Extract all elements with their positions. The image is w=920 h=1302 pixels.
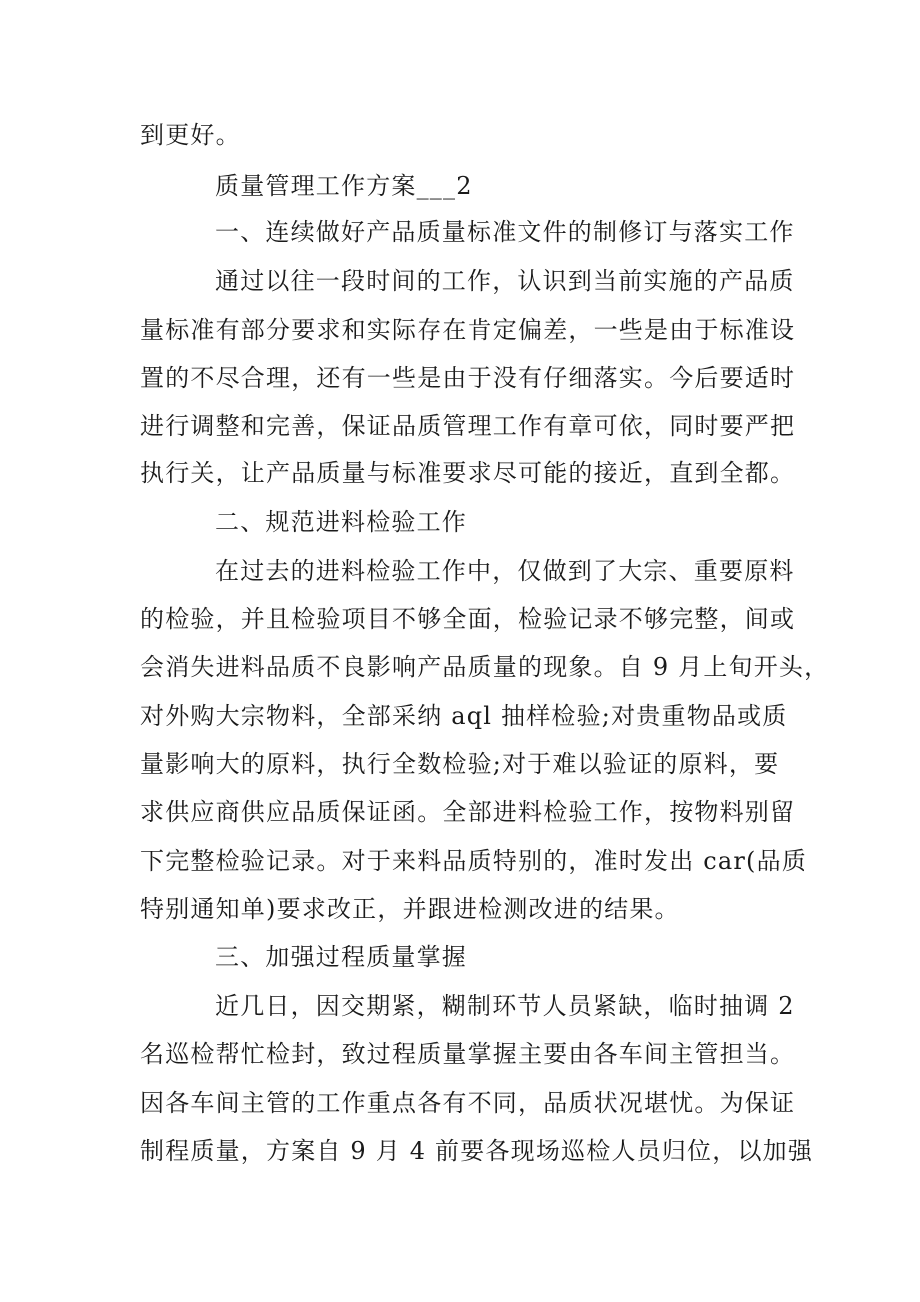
text-line: 求供应商供应品质保证函。全部进料检验工作，按物料别留: [140, 798, 796, 826]
text-line: 下完整检验记录。对于来料品质特别的，准时发出 car(品质: [140, 847, 808, 875]
text-line: 近几日，因交期紧，糊制环节人员紧缺，临时抽调 2: [215, 992, 795, 1020]
text-line: 在过去的进料检验工作中，仅做到了大宗、重要原料: [215, 557, 795, 585]
heading: 三、加强过程质量掌握: [215, 943, 467, 971]
text-line: 的检验，并且检验项目不够全面，检验记录不够完整，间或: [140, 605, 796, 633]
heading: 二、规范进料检验工作: [215, 508, 467, 536]
text-line: 对外购大宗物料，全部采纳 aql 抽样检验;对贵重物品或质: [140, 702, 788, 730]
text-line: 特别通知单)要求改正，并跟进检测改进的结果。: [140, 895, 680, 923]
text-line: 执行关，让产品质量与标准要求尽可能的接近，直到全都。: [140, 459, 796, 487]
text-line: 制程质量，方案自 9 月 4 前要各现场巡检人员归位，以加强: [140, 1137, 814, 1165]
text-line: 通过以往一段时间的工作，认识到当前实施的产品质: [215, 267, 795, 295]
text-line: 置的不尽合理，还有一些是由于没有仔细落实。今后要适时: [140, 364, 796, 392]
text-line: 量标准有部分要求和实际存在肯定偏差，一些是由于标准设: [140, 316, 796, 344]
text-line: 量影响大的原料，执行全数检验;对于难以验证的原料，要: [140, 750, 780, 778]
text-line: 会消失进料品质不良影响产品质量的现象。自 9 月上旬开头，: [140, 653, 830, 681]
section-title: 质量管理工作方案___2: [215, 172, 473, 200]
text-line: 到更好。: [140, 121, 241, 149]
heading: 一、连续做好产品质量标准文件的制修订与落实工作: [215, 218, 795, 246]
text-line: 进行调整和完善，保证品质管理工作有章可依，同时要严把: [140, 412, 796, 440]
text-line: 因各车间主管的工作重点各有不同，品质状况堪忧。为保证: [140, 1089, 796, 1117]
text-line: 名巡检帮忙检封，致过程质量掌握主要由各车间主管担当。: [140, 1040, 796, 1068]
